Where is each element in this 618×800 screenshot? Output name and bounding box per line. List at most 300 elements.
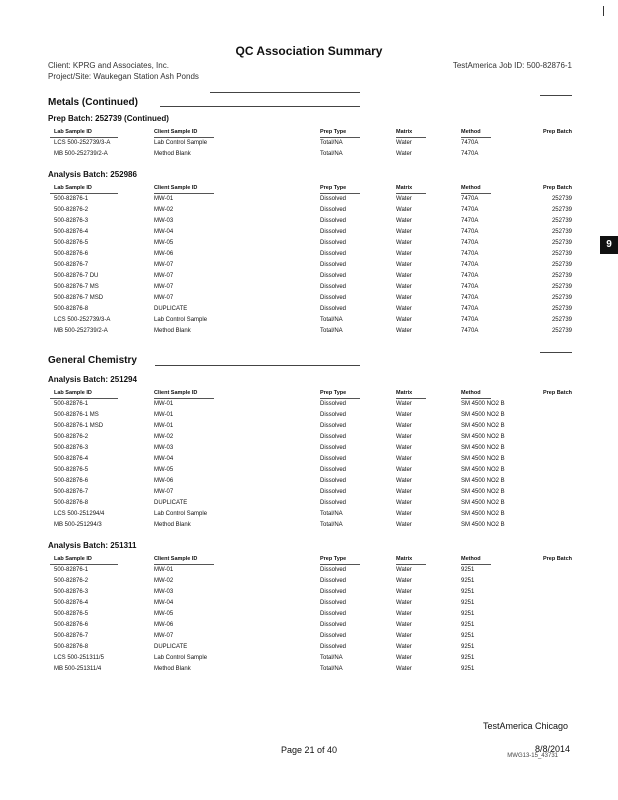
column-header-lab-sample-id: Lab Sample ID [54,129,92,135]
batch-title-analysis-251311: Analysis Batch: 251311 [48,541,137,550]
cell-matrix: Water [396,456,412,462]
cell-prep-batch: 252739 [551,218,572,224]
cell-lab-sample-id: 500-82876-1 MSD [54,423,104,429]
cell-method: SM 4500 NO2 B [461,412,505,418]
cell-matrix: Water [396,207,412,213]
table-row [50,195,572,206]
cell-lab-sample-id: 500-82876-7 MS [54,284,99,290]
column-header-method: Method [461,556,481,562]
header-underline [461,193,491,194]
section-rule-2 [540,352,572,353]
batch-title-prep-252739: Prep Batch: 252739 (Continued) [48,114,169,123]
client-name: Client: KPRG and Associates, Inc. [48,61,169,70]
cell-client-sample-id: MW-01 [154,423,174,429]
cell-client-sample-id: MW-02 [154,434,174,440]
cell-prep-type: Dissolved [320,434,347,440]
cell-client-sample-id: MW-03 [154,445,174,451]
column-header-lab-sample-id: Lab Sample ID [54,556,92,562]
header-underline [320,137,360,138]
header-underline [154,193,214,194]
cell-method: SM 4500 NO2 B [461,478,505,484]
cell-prep-type: Dissolved [320,611,347,617]
cell-client-sample-id: DUPLICATE [154,644,188,650]
column-header-prep-batch: Prep Batch [542,556,572,562]
column-header-matrix: Matrix [396,185,413,191]
cell-method: 7470A [461,295,479,301]
cell-method: SM 4500 NO2 B [461,500,505,506]
cell-method: 9251 [461,578,475,584]
cell-method: SM 4500 NO2 B [461,522,505,528]
job-id: TestAmerica Job ID: 500-82876-1 [452,61,572,70]
column-header-matrix: Matrix [396,556,413,562]
page-number: Page 21 of 40 [280,745,338,755]
cell-matrix: Water [396,489,412,495]
cell-matrix: Water [396,511,412,517]
cell-prep-type: Dissolved [320,401,347,407]
table-row [50,477,572,488]
table-header [50,184,572,195]
cell-lab-sample-id: 500-82876-3 [54,218,89,224]
column-header-prep-type: Prep Type [320,185,347,191]
cell-matrix: Water [396,306,412,312]
cell-client-sample-id: MW-01 [154,567,174,573]
cell-matrix: Water [396,589,412,595]
cell-method: 9251 [461,622,475,628]
cell-prep-batch: 252739 [551,273,572,279]
cell-prep-batch: 252739 [551,207,572,213]
cell-lab-sample-id: MB 500-251294/3 [54,522,102,528]
cell-client-sample-id: Lab Control Sample [154,140,208,146]
cell-client-sample-id: MW-01 [154,196,174,202]
cell-method: 7470A [461,229,479,235]
cell-lab-sample-id: 500-82876-5 [54,240,89,246]
cell-client-sample-id: Lab Control Sample [154,655,208,661]
header-rule-right [540,95,572,96]
header-underline [320,398,360,399]
cell-lab-sample-id: 500-82876-5 [54,611,89,617]
table-row [50,577,572,588]
cell-lab-sample-id: 500-82876-4 [54,456,89,462]
cell-method: 9251 [461,633,475,639]
table-row [50,488,572,499]
cell-client-sample-id: MW-05 [154,611,174,617]
header-underline [461,398,491,399]
cell-method: SM 4500 NO2 B [461,456,505,462]
report-date: 8/8/2014 [534,744,570,754]
table-row [50,294,572,305]
table-row [50,499,572,510]
cell-method: 7470A [461,240,479,246]
header-underline [320,193,360,194]
cell-lab-sample-id: 500-82876-6 [54,622,89,628]
column-header-client-sample-id: Client Sample ID [154,556,198,562]
cell-prep-type: Dissolved [320,622,347,628]
cell-client-sample-id: MW-02 [154,578,174,584]
cell-method: 9251 [461,600,475,606]
cell-lab-sample-id: 500-82876-2 [54,434,89,440]
header-underline [396,137,426,138]
cell-method: 7470A [461,196,479,202]
cell-matrix: Water [396,467,412,473]
table-analysis-252986 [50,184,572,338]
cell-matrix: Water [396,666,412,672]
column-header-prep-type: Prep Type [320,129,347,135]
cell-prep-type: Dissolved [320,284,347,290]
lab-name: TestAmerica Chicago [482,721,568,731]
table-row [50,632,572,643]
cell-client-sample-id: MW-04 [154,229,174,235]
cell-client-sample-id: MW-07 [154,273,174,279]
column-header-lab-sample-id: Lab Sample ID [54,390,92,396]
cell-matrix: Water [396,478,412,484]
table-row [50,510,572,521]
table-row [50,422,572,433]
table-row [50,466,572,477]
cell-matrix: Water [396,284,412,290]
batch-title-analysis-251294: Analysis Batch: 251294 [48,375,137,384]
cell-lab-sample-id: 500-82876-3 [54,589,89,595]
table-row [50,327,572,338]
table-row [50,228,572,239]
table-row [50,444,572,455]
cell-client-sample-id: MW-07 [154,295,174,301]
column-header-method: Method [461,185,481,191]
cell-prep-batch: 252739 [551,196,572,202]
cell-lab-sample-id: 500-82876-6 [54,251,89,257]
table-row [50,588,572,599]
cell-prep-type: Dissolved [320,467,347,473]
cell-method: 9251 [461,589,475,595]
cell-client-sample-id: MW-06 [154,478,174,484]
header-underline [50,398,118,399]
section-rule [160,106,360,107]
table-row [50,665,572,676]
cell-lab-sample-id: 500-82876-1 [54,567,89,573]
table-row [50,316,572,327]
cell-method: SM 4500 NO2 B [461,423,505,429]
cell-prep-type: Total/NA [320,140,343,146]
cell-method: 7470A [461,207,479,213]
table-analysis-251294 [50,389,572,532]
table-prep-252739 [50,128,572,161]
document-id: MWG13-15_43731 [507,753,558,759]
header-underline [154,137,214,138]
cell-method: SM 4500 NO2 B [461,445,505,451]
cell-prep-batch: 252739 [551,262,572,268]
column-header-prep-type: Prep Type [320,556,347,562]
cell-matrix: Water [396,317,412,323]
cell-prep-type: Dissolved [320,273,347,279]
table-row [50,621,572,632]
cell-matrix: Water [396,229,412,235]
table-row [50,305,572,316]
table-row [50,150,572,161]
table-row [50,239,572,250]
cell-matrix: Water [396,622,412,628]
column-header-prep-batch: Prep Batch [542,129,572,135]
cell-matrix: Water [396,295,412,301]
column-header-method: Method [461,390,481,396]
cell-prep-type: Dissolved [320,456,347,462]
cell-client-sample-id: MW-07 [154,284,174,290]
cell-method: 9251 [461,644,475,650]
column-header-client-sample-id: Client Sample ID [154,185,198,191]
header-underline [461,564,491,565]
cell-lab-sample-id: LCS 500-251294/4 [54,511,105,517]
column-header-matrix: Matrix [396,129,413,135]
header-underline [396,193,426,194]
cell-lab-sample-id: LCS 500-252739/3-A [54,140,111,146]
cell-prep-type: Total/NA [320,317,343,323]
cell-prep-type: Dissolved [320,262,347,268]
cell-lab-sample-id: 500-82876-1 MS [54,412,99,418]
cell-method: 7470A [461,317,479,323]
cell-matrix: Water [396,151,412,157]
cell-lab-sample-id: 500-82876-2 [54,207,89,213]
cell-matrix: Water [396,578,412,584]
cell-lab-sample-id: MB 500-252739/2-A [54,328,108,334]
cell-prep-type: Total/NA [320,511,343,517]
header-rule [210,92,360,93]
cell-prep-type: Dissolved [320,445,347,451]
cell-prep-batch: 252739 [551,328,572,334]
cell-method: 7470A [461,262,479,268]
cell-prep-type: Dissolved [320,218,347,224]
table-row [50,566,572,577]
cell-matrix: Water [396,567,412,573]
cell-method: SM 4500 NO2 B [461,489,505,495]
table-row [50,283,572,294]
cell-client-sample-id: Lab Control Sample [154,511,208,517]
cell-prep-type: Dissolved [320,295,347,301]
cell-matrix: Water [396,434,412,440]
table-row [50,643,572,654]
cell-matrix: Water [396,140,412,146]
table-row [50,217,572,228]
cell-method: 7470A [461,140,479,146]
cell-method: 9251 [461,567,475,573]
cell-client-sample-id: MW-07 [154,262,174,268]
cell-matrix: Water [396,644,412,650]
cell-matrix: Water [396,600,412,606]
cell-client-sample-id: MW-01 [154,412,174,418]
cell-lab-sample-id: 500-82876-7 [54,633,89,639]
table-row [50,654,572,665]
cell-lab-sample-id: 500-82876-8 [54,306,89,312]
column-header-matrix: Matrix [396,390,413,396]
cell-client-sample-id: MW-03 [154,589,174,595]
column-header-prep-batch: Prep Batch [542,390,572,396]
table-header [50,128,572,139]
cell-prep-batch: 252739 [551,317,572,323]
cell-matrix: Water [396,445,412,451]
cell-prep-type: Dissolved [320,489,347,495]
header-underline [154,564,214,565]
cell-matrix: Water [396,240,412,246]
column-header-method: Method [461,129,481,135]
cell-prep-type: Dissolved [320,500,347,506]
cell-method: 9251 [461,611,475,617]
cell-method: 9251 [461,655,475,661]
cell-lab-sample-id: 500-82876-6 [54,478,89,484]
table-row [50,455,572,466]
cell-method: 7470A [461,251,479,257]
cell-lab-sample-id: 500-82876-7 [54,262,89,268]
cell-client-sample-id: MW-05 [154,467,174,473]
cell-matrix: Water [396,262,412,268]
cell-prep-type: Dissolved [320,600,347,606]
cell-client-sample-id: Method Blank [154,666,191,672]
cell-prep-type: Total/NA [320,522,343,528]
cell-client-sample-id: MW-06 [154,622,174,628]
cell-prep-type: Dissolved [320,478,347,484]
cell-method: 7470A [461,273,479,279]
cell-matrix: Water [396,500,412,506]
cell-matrix: Water [396,522,412,528]
header-underline [396,398,426,399]
cell-method: 7470A [461,328,479,334]
cell-lab-sample-id: 500-82876-1 [54,196,89,202]
cell-lab-sample-id: 500-82876-3 [54,445,89,451]
cell-prep-type: Dissolved [320,412,347,418]
cell-client-sample-id: MW-06 [154,251,174,257]
column-header-prep-batch: Prep Batch [542,185,572,191]
cell-matrix: Water [396,273,412,279]
cell-prep-batch: 252739 [551,229,572,235]
cell-method: SM 4500 NO2 B [461,511,505,517]
cell-matrix: Water [396,633,412,639]
table-row [50,139,572,150]
cell-lab-sample-id: 500-82876-4 [54,229,89,235]
cell-prep-type: Total/NA [320,328,343,334]
cell-prep-type: Total/NA [320,655,343,661]
table-row [50,610,572,621]
header-underline [50,193,118,194]
cell-matrix: Water [396,423,412,429]
table-header [50,389,572,400]
cell-client-sample-id: MW-07 [154,633,174,639]
header-underline [154,398,214,399]
cell-prep-type: Dissolved [320,229,347,235]
section-title-metals: Metals (Continued) [48,97,138,108]
column-header-lab-sample-id: Lab Sample ID [54,185,92,191]
batch-title-analysis-252986: Analysis Batch: 252986 [48,170,137,179]
column-header-prep-type: Prep Type [320,390,347,396]
table-row [50,250,572,261]
header-underline [461,137,491,138]
cell-client-sample-id: DUPLICATE [154,500,188,506]
cell-client-sample-id: Method Blank [154,328,191,334]
cell-prep-type: Dissolved [320,306,347,312]
cell-client-sample-id: MW-05 [154,240,174,246]
cell-method: 7470A [461,284,479,290]
cell-lab-sample-id: 500-82876-8 [54,644,89,650]
column-header-client-sample-id: Client Sample ID [154,129,198,135]
table-row [50,411,572,422]
cell-matrix: Water [396,655,412,661]
cell-lab-sample-id: 500-82876-7 DU [54,273,99,279]
table-header [50,555,572,566]
cell-prep-batch: 252739 [551,240,572,246]
cell-prep-type: Dissolved [320,196,347,202]
cell-client-sample-id: MW-01 [154,401,174,407]
cell-client-sample-id: MW-03 [154,218,174,224]
table-row [50,206,572,217]
project-site: Project/Site: Waukegan Station Ash Ponds [48,72,199,81]
cell-method: 7470A [461,306,479,312]
cell-prep-type: Dissolved [320,644,347,650]
cell-client-sample-id: MW-04 [154,600,174,606]
cell-method: SM 4500 NO2 B [461,401,505,407]
section-rule-3 [155,365,360,366]
cell-prep-type: Dissolved [320,423,347,429]
header-underline [320,564,360,565]
table-row [50,599,572,610]
cell-prep-type: Dissolved [320,240,347,246]
cell-prep-type: Dissolved [320,633,347,639]
cell-matrix: Water [396,328,412,334]
cell-method: 7470A [461,151,479,157]
cell-lab-sample-id: 500-82876-7 [54,489,89,495]
cell-prep-type: Total/NA [320,151,343,157]
cell-method: 7470A [461,218,479,224]
corner-mark [603,6,604,16]
table-row [50,521,572,532]
cell-client-sample-id: Method Blank [154,151,191,157]
cell-method: SM 4500 NO2 B [461,467,505,473]
cell-method: 9251 [461,666,475,672]
cell-prep-type: Total/NA [320,666,343,672]
cell-client-sample-id: Lab Control Sample [154,317,208,323]
table-analysis-251311 [50,555,572,676]
cell-prep-type: Dissolved [320,567,347,573]
cell-lab-sample-id: 500-82876-5 [54,467,89,473]
cell-lab-sample-id: 500-82876-8 [54,500,89,506]
table-row [50,400,572,411]
cell-lab-sample-id: 500-82876-7 MSD [54,295,104,301]
section-title-general-chemistry: General Chemistry [48,355,137,366]
cell-lab-sample-id: 500-82876-4 [54,600,89,606]
cell-prep-type: Dissolved [320,589,347,595]
column-header-client-sample-id: Client Sample ID [154,390,198,396]
table-row [50,272,572,283]
cell-prep-batch: 252739 [551,306,572,312]
cell-lab-sample-id: 500-82876-2 [54,578,89,584]
cell-matrix: Water [396,412,412,418]
cell-lab-sample-id: MB 500-251311/4 [54,666,102,672]
cell-client-sample-id: DUPLICATE [154,306,188,312]
cell-client-sample-id: MW-04 [154,456,174,462]
cell-lab-sample-id: 500-82876-1 [54,401,89,407]
cell-prep-batch: 252739 [551,295,572,301]
cell-lab-sample-id: LCS 500-251311/5 [54,655,104,661]
cell-client-sample-id: MW-07 [154,489,174,495]
table-row [50,433,572,444]
cell-prep-type: Dissolved [320,207,347,213]
header-underline [50,564,118,565]
cell-matrix: Water [396,196,412,202]
section-tab-marker: 9 [600,236,618,254]
cell-method: SM 4500 NO2 B [461,434,505,440]
header-underline [50,137,118,138]
cell-client-sample-id: Method Blank [154,522,191,528]
page-title: QC Association Summary [235,44,383,58]
cell-matrix: Water [396,218,412,224]
cell-lab-sample-id: MB 500-252739/2-A [54,151,108,157]
table-row [50,261,572,272]
cell-prep-batch: 252739 [551,284,572,290]
cell-matrix: Water [396,251,412,257]
